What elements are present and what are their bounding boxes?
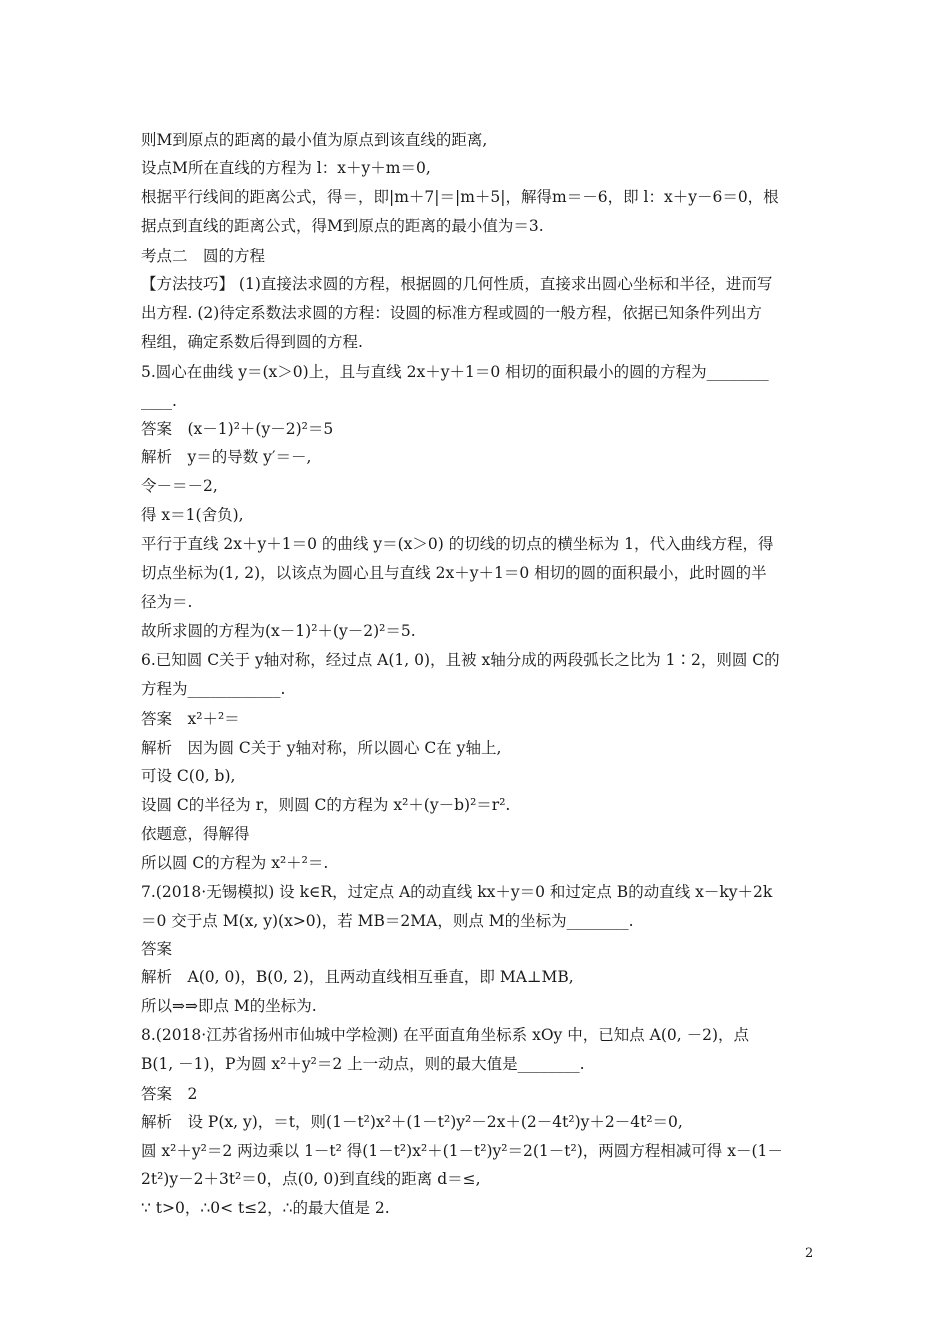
- text-line: 解析 设 P(x, y)，＝t，则(1－t²)x²＋(1－t²)y²－2x＋(2－4t²)y＋2－4t²＝0,: [141, 1113, 683, 1131]
- text-line: 得 x＝1(舍负),: [141, 506, 244, 524]
- text-line: 答案 (x－1)²＋(y－2)²＝5: [141, 420, 334, 438]
- text-line: 圆 x²＋y²＝2 两边乘以 1－t² 得(1－t²)x²＋(1－t²)y²＝2(1－t²)，两圆方程相减可得 x－(1－: [141, 1142, 783, 1160]
- text-line: 切点坐标为(1, 2)，以该点为圆心且与直线 2x＋y＋1＝0 相切的圆的面积最小，此时圆的半: [141, 564, 767, 582]
- text-line: ____.: [141, 392, 177, 410]
- text-line: 【方法技巧】 (1)直接法求圆的方程，根据圆的几何性质，直接求出圆心坐标和半径，进而写: [141, 275, 773, 293]
- text-line: 考点二 圆的方程: [141, 247, 266, 265]
- text-line: 设圆 C的半径为 r，则圆 C的方程为 x²＋(y－b)²＝r².: [141, 796, 511, 814]
- text-line: 令－＝－2,: [141, 477, 218, 495]
- text-line: 答案 x²＋²＝: [141, 710, 240, 728]
- text-line: 8.(2018·江苏省扬州市仙城中学检测) 在平面直角坐标系 xOy 中，已知点 A(0, －2)，点: [141, 1026, 750, 1044]
- text-line: 根据平行线间的距离公式，得＝，即|m＋7|＝|m＋5|，解得m＝－6，即 l：x＋y－6＝0，根: [141, 188, 779, 206]
- text-line: 所以圆 C的方程为 x²＋²＝.: [141, 854, 329, 872]
- text-line: 径为＝.: [141, 593, 193, 611]
- text-line: 答案: [141, 940, 173, 958]
- text-line: B(1, －1)，P为圆 x²＋y²＝2 上一动点，则的最大值是________.: [141, 1055, 585, 1073]
- text-line: 设点M所在直线的方程为 l：x＋y＋m＝0,: [141, 159, 431, 177]
- text-line: 所以⇒⇒即点 M的坐标为.: [141, 997, 317, 1015]
- page-number: 2: [805, 1246, 814, 1261]
- text-line: 方程为____________.: [141, 680, 286, 698]
- text-line: 6.已知圆 C关于 y轴对称，经过点 A(1, 0)，且被 x轴分成的两段弧长之比为 1∶2，则圆 C的: [141, 651, 780, 669]
- text-line: 解析 y＝的导数 y′＝－,: [141, 448, 312, 466]
- text-line: 解析 A(0, 0)，B(0, 2)，且两动直线相互垂直，即 MA⊥MB,: [141, 968, 574, 986]
- text-line: ＝0 交于点 M(x, y)(x>0)，若 MB＝2MA，则点 M的坐标为________.: [141, 912, 634, 930]
- text-line: 2t²)y－2＋3t²＝0，点(0, 0)到直线的距离 d＝≤,: [141, 1170, 481, 1188]
- text-line: ∵ t>0，∴0< t≤2，∴的最大值是 2.: [141, 1199, 390, 1217]
- text-line: 平行于直线 2x＋y＋1＝0 的曲线 y＝(x＞0) 的切线的切点的横坐标为 1，代入曲线方程，得: [141, 535, 774, 553]
- text-line: 出方程. (2)待定系数法求圆的方程：设圆的标准方程或圆的一般方程，依据已知条件列出方: [141, 304, 762, 322]
- text-line: 故所求圆的方程为(x－1)²＋(y－2)²＝5.: [141, 622, 416, 640]
- text-line: 程组，确定系数后得到圆的方程.: [141, 333, 363, 351]
- text-line: 可设 C(0, b),: [141, 767, 236, 785]
- text-line: 据点到直线的距离公式，得M到原点的距离的最小值为＝3.: [141, 217, 544, 235]
- text-line: 则M到原点的距离的最小值为原点到该直线的距离,: [141, 131, 488, 149]
- text-line: 7.(2018·无锡模拟) 设 k∈R，过定点 A的动直线 kx＋y＝0 和过定点 B的动直线 x－ky＋2k: [141, 883, 773, 901]
- text-line: 依题意，得解得: [141, 825, 250, 843]
- text-line: 答案 2: [141, 1085, 198, 1103]
- text-line: 解析 因为圆 C关于 y轴对称，所以圆心 C在 y轴上,: [141, 739, 502, 757]
- text-line: 5.圆心在曲线 y＝(x＞0)上，且与直线 2x＋y＋1＝0 相切的面积最小的圆的方程为________: [141, 363, 769, 381]
